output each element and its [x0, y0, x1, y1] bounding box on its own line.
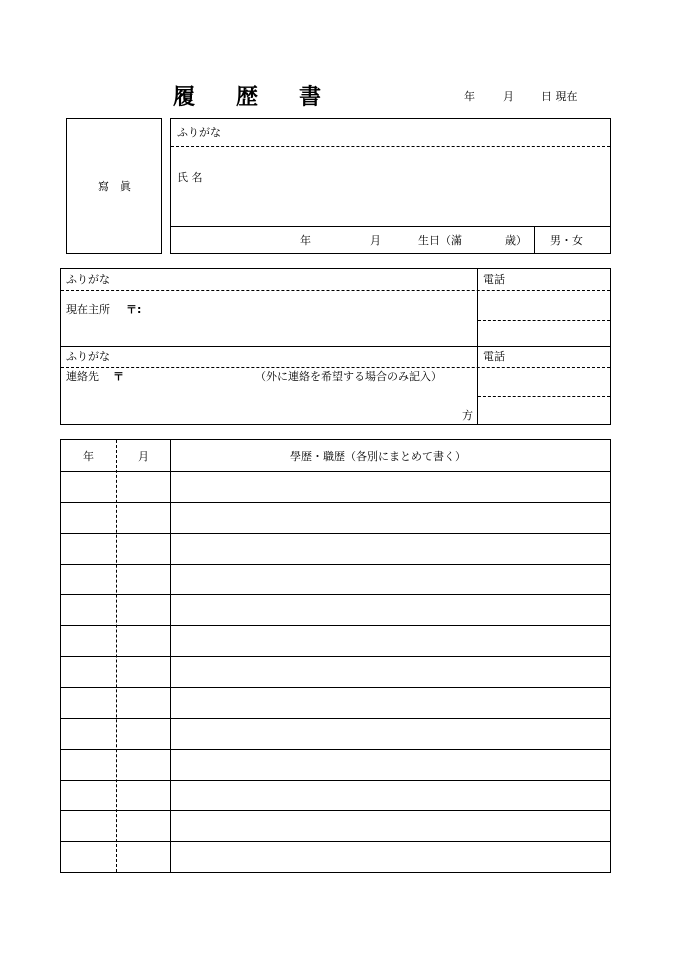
title-char-1: 履: [173, 84, 196, 110]
address-phone-label: 電話: [483, 273, 505, 286]
address-phone-field[interactable]: [478, 291, 610, 345]
current-address-label: 現在主所: [66, 303, 110, 316]
history-row[interactable]: [61, 626, 610, 656]
history-row[interactable]: [61, 781, 610, 811]
history-row[interactable]: [61, 565, 610, 595]
date-day-current-label: 日 現在: [541, 90, 578, 103]
history-col-month: 月: [138, 450, 149, 463]
history-row[interactable]: [61, 534, 610, 564]
gender-select[interactable]: 男・女: [550, 234, 583, 247]
current-address-field[interactable]: [61, 291, 476, 345]
contact-phone-field[interactable]: [478, 368, 610, 424]
history-row[interactable]: [61, 719, 610, 749]
history-row[interactable]: [61, 842, 610, 872]
name-furigana-label: ふりがな: [177, 126, 221, 139]
title-char-2: 歴: [236, 84, 259, 110]
birth-month-label: 月: [370, 234, 381, 247]
name-label: 氏 名: [177, 171, 203, 184]
contact-section-divider: [61, 346, 610, 347]
photo-label: 寫 眞: [98, 180, 131, 193]
history-row[interactable]: [61, 595, 610, 625]
age-close-label: 歳）: [505, 234, 527, 247]
history-row[interactable]: [61, 688, 610, 718]
birth-year-label: 年: [300, 234, 311, 247]
history-row[interactable]: [61, 503, 610, 533]
date-year-label: 年: [464, 90, 475, 103]
birth-row-divider: [171, 226, 610, 227]
name-field[interactable]: [171, 147, 610, 225]
history-row[interactable]: [61, 750, 610, 780]
title-char-3: 書: [299, 84, 322, 110]
history-col-year: 年: [83, 450, 94, 463]
contact-label: 連絡先: [66, 370, 99, 383]
history-col-content: 學歴・職歴（各別にまとめて書く）: [290, 450, 466, 463]
address-postal-mark: 〒:: [126, 303, 142, 316]
contact-furigana-label: ふりがな: [66, 350, 110, 363]
gender-divider: [534, 226, 535, 253]
history-row[interactable]: [61, 657, 610, 687]
history-row[interactable]: [61, 472, 610, 502]
contact-care-of: 方: [462, 409, 473, 422]
date-month-label: 月: [503, 90, 514, 103]
birth-day-age-label: 生日（滿: [418, 234, 462, 247]
contact-phone-label: 電話: [483, 350, 505, 363]
contact-note: （外に連絡を希望する場合のみ記入）: [255, 370, 442, 383]
contact-postal-mark: 〒: [113, 370, 124, 383]
address-furigana-label: ふりがな: [66, 273, 110, 286]
history-row[interactable]: [61, 811, 610, 841]
